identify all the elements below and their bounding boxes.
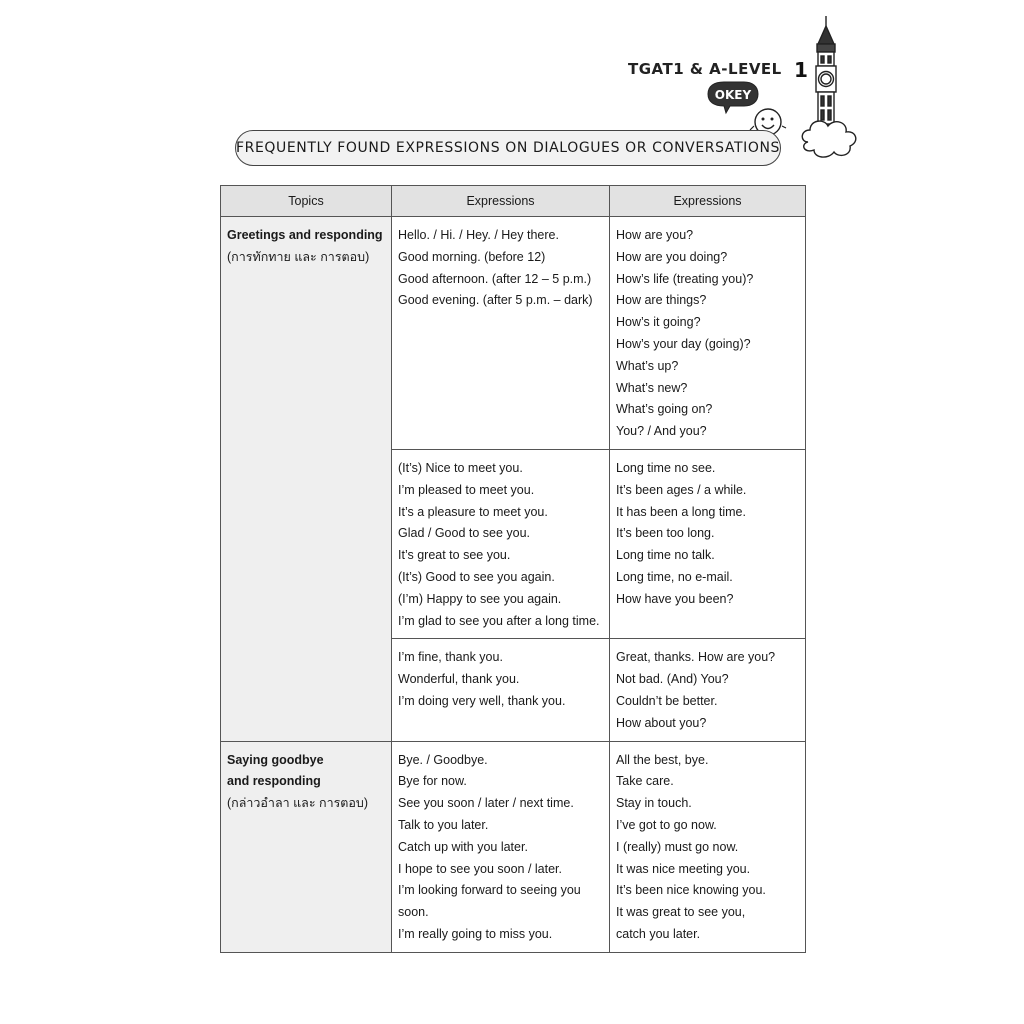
expression-line: Bye. / Goodbye. [398,752,488,767]
expression-line: See you soon / later / next time. [398,796,574,811]
expression-line: (It’s) Good to see you again. [398,569,555,584]
topic-title: Saying goodbye [227,752,324,767]
page-number: 1 [794,58,808,82]
expression-line: Take care. [616,774,674,789]
expression-line: Talk to you later. [398,817,489,832]
expression-line: All the best, bye. [616,752,709,767]
expression-line: Good evening. (after 5 p.m. – dark) [398,293,593,308]
expression-line: soon. [398,905,429,920]
column-header-topics: Topics [221,186,392,217]
expression-line: Not bad. (And) You? [616,672,729,687]
expression-line: Long time no talk. [616,548,715,563]
table-row [221,217,806,450]
expression-line: Stay in touch. [616,796,692,811]
expression-line: You? / And you? [616,424,707,439]
topic-title: Greetings and responding [227,228,383,242]
expression-line: It’s been ages / a while. [616,482,747,497]
expression-line: Long time, no e-mail. [616,569,733,584]
section-banner [235,130,781,166]
expression-line: How are you doing? [616,249,728,264]
expression-line: What’s going on? [616,402,713,417]
expression-line: What’s new? [616,380,688,395]
expression-line: Good afternoon. (after 12 – 5 p.m.) [398,271,592,286]
expression-line: How’s your day (going)? [616,336,751,351]
expression-line: I’m glad to see you after a long time. [398,613,600,628]
expression-line: (I’m) Happy to see you again. [398,591,562,606]
expression-line: What’s up? [616,358,679,373]
expression-line: I’m doing very well, thank you. [398,693,566,708]
expressions-cell [392,639,610,741]
book-title: TGAT1 & A-LEVEL [628,60,782,78]
expression-line: It was great to see you, [616,905,746,920]
expression-line: I’m really going to miss you. [398,926,553,941]
expression-line: It was nice meeting you. [616,861,751,876]
expression-line: It has been a long time. [616,504,746,519]
expressions-cell [610,449,806,638]
expression-line: Couldn’t be better. [616,693,718,708]
expression-line: I’m looking forward to seeing you [398,883,581,898]
expression-line: catch you later. [616,926,701,941]
expression-line: How about you? [616,715,707,730]
expressions-table [220,185,806,953]
topic-thai-label: (กล่าวอำลา และ การตอบ) [227,796,369,811]
topic-title: and responding [227,774,321,789]
column-header-expressions-1: Expressions [392,186,610,217]
column-header-expressions-2: Expressions [610,186,806,217]
expressions-cell [610,217,806,450]
expression-line: I’m pleased to meet you. [398,482,535,497]
expression-line: It’s been too long. [616,526,715,541]
expressions-cell [392,217,610,450]
table-body [221,217,806,953]
expression-line: It’s great to see you. [398,548,511,563]
expression-line: How are things? [616,293,707,308]
expression-line: I hope to see you soon / later. [398,861,563,876]
expressions-cell [392,741,610,952]
expression-line: I’ve got to go now. [616,817,717,832]
expression-line: (It’s) Nice to meet you. [398,460,523,475]
table-header-row [221,186,806,217]
okey-badge: OKEY [714,88,752,102]
expression-line: Hello. / Hi. / Hey. / Hey there. [398,228,559,242]
expression-line: Catch up with you later. [398,839,528,854]
banner-title: FREQUENTLY FOUND EXPRESSIONS ON DIALOGUES OR CONVERSATIONS [235,140,781,156]
expression-line: Wonderful, thank you. [398,672,520,687]
expression-line: Bye for now. [398,774,467,789]
expression-line: Glad / Good to see you. [398,526,531,541]
expression-line: Long time no see. [616,460,716,475]
expressions-cell [392,449,610,638]
topic-cell [221,741,392,952]
topic-cell [221,217,392,742]
expression-line: I’m fine, thank you. [398,650,503,665]
expression-line: I (really) must go now. [616,839,739,854]
expression-line: It’s a pleasure to meet you. [398,504,548,519]
table-row [221,741,806,952]
expression-line: Great, thanks. How are you? [616,650,776,665]
expressions-cell [610,639,806,741]
expression-line: Good morning. (before 12) [398,249,546,264]
expression-line: How’s it going? [616,315,701,330]
expression-line: How are you? [616,228,694,242]
expression-line: It’s been nice knowing you. [616,883,766,898]
expressions-cell [610,741,806,952]
topic-thai-label: (การทักทาย และ การตอบ) [227,249,370,264]
expression-line: How’s life (treating you)? [616,271,754,286]
expression-line: How have you been? [616,591,734,606]
